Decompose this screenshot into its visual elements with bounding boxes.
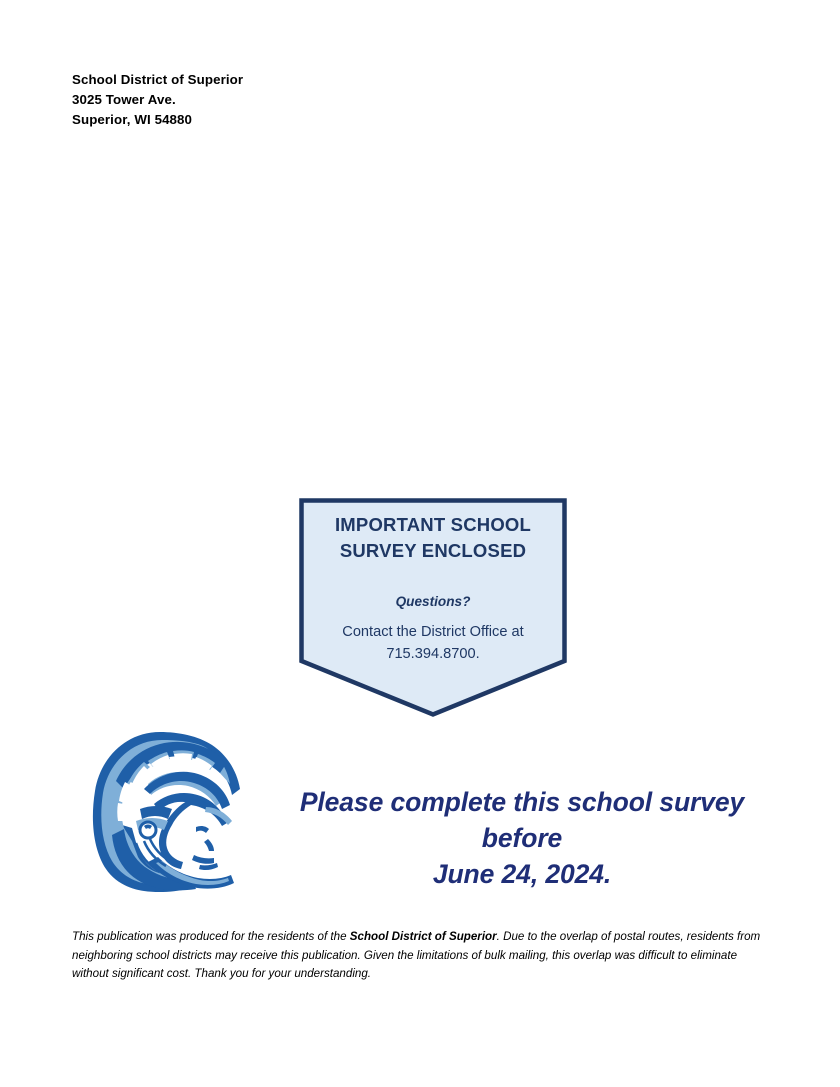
callout-text-block (299, 498, 567, 665)
callout-contact-line-1: Contact the District Office at (342, 624, 524, 640)
callout-title-line-1: IMPORTANT SCHOOL (334, 514, 532, 535)
headline-line-2: June 24, 2024. (432, 859, 612, 889)
footer-text-after: . Due to the overlap of postal routes, residents from neighboring school districts may receive this publication. Given the limitations of bulk mailing, this overlap was difficult to eliminate without significant cost. Thank you for your understanding. (72, 930, 761, 980)
return-address (72, 70, 243, 130)
survey-deadline-headline (268, 784, 776, 892)
return-address-line-2: 3025 Tower Ave. (72, 92, 176, 107)
callout-questions-label: Questions? (395, 594, 471, 609)
spartan-helmet-logo (88, 729, 250, 899)
callout-contact-info (299, 621, 567, 665)
callout-title (299, 512, 567, 563)
footer-bold-district-name: School District of Superior (349, 930, 497, 943)
footer-text-before: This publication was produced for the residents of the (72, 930, 350, 943)
return-address-line-1: School District of Superior (72, 72, 244, 87)
callout-phone-number: 715.394.8700. (386, 646, 480, 662)
headline-line-1: Please complete this school survey before (299, 787, 745, 853)
survey-callout-banner (299, 498, 567, 717)
footer-disclaimer (72, 928, 764, 984)
return-address-line-3: Superior, WI 54880 (72, 112, 193, 127)
callout-title-line-2: SURVEY ENCLOSED (339, 539, 527, 561)
